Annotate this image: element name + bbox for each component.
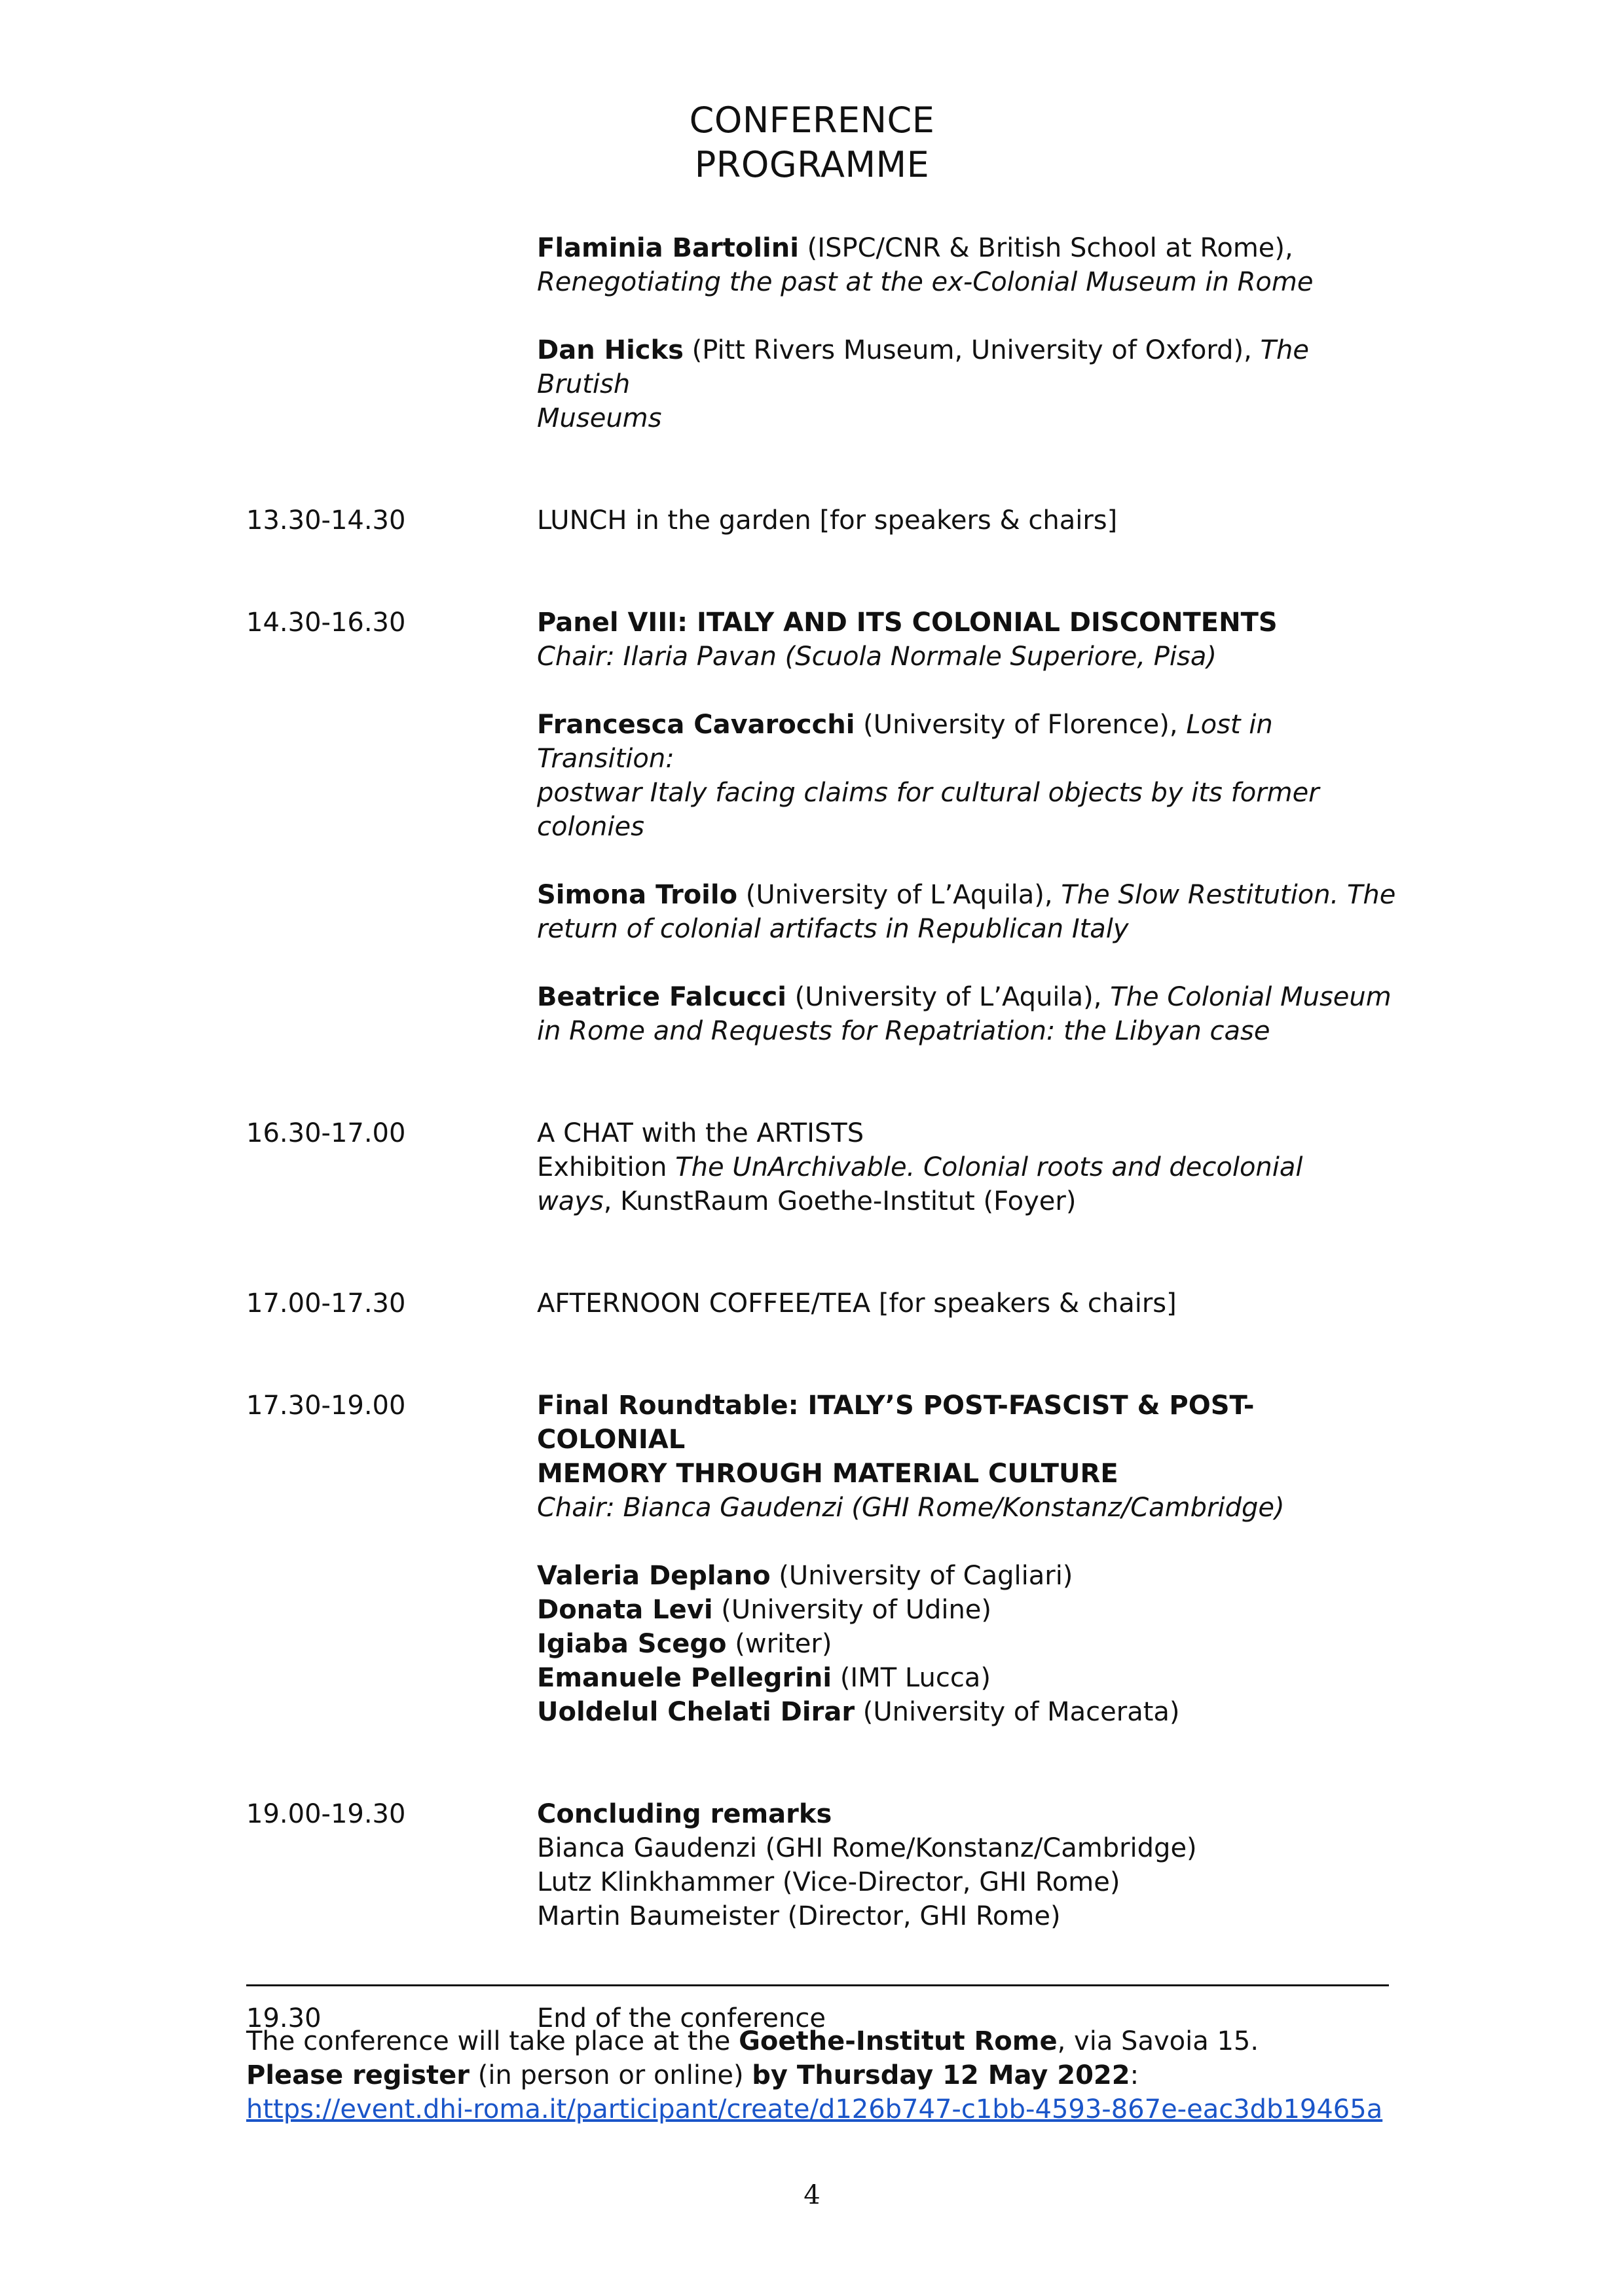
- time-cell: 17.00-17.30: [246, 1288, 406, 1319]
- content-cell: LUNCH in the garden [for speakers & chairs]: [537, 505, 1118, 536]
- speaker-affiliation: (Pitt Rivers Museum, University of Oxford),: [683, 335, 1261, 365]
- register-colon: :: [1130, 2060, 1139, 2090]
- remarks-speaker: Martin Baumeister (Director, GHI Rome): [537, 1901, 1061, 1931]
- exhibition-title: The UnArchivable. Colonial roots and decolonial: [675, 1152, 1303, 1182]
- panel-title: Panel VIII: ITALY AND ITS COLONIAL DISCONTENTS: [537, 608, 1278, 638]
- time-cell: 19.00-19.30: [246, 1799, 406, 1829]
- talk-title: Lost in Transition:: [537, 710, 1273, 774]
- schedule-row-lunch: [246, 503, 1425, 538]
- panel-chair: Chair: Ilaria Pavan (Scuola Normale Superiore, Pisa): [537, 642, 1217, 672]
- talk-title-cont: in Rome and Requests for Repatriation: the Libyan case: [537, 1016, 1270, 1046]
- exhibition-prefix: Exhibition: [537, 1152, 676, 1182]
- participant-name: Emanuele Pellegrini: [537, 1663, 832, 1693]
- speaker-name: Dan Hicks: [537, 335, 684, 365]
- register-deadline: by Thursday 12 May 2022: [752, 2060, 1130, 2090]
- talk-title-cont: Museums: [537, 403, 662, 433]
- registration-link[interactable]: https://event.dhi-roma.it/participant/create/d126b747-c1bb-4593-867e-eac3db19465a: [246, 2094, 1383, 2124]
- remarks-block: [537, 1797, 1401, 1933]
- title-line-1: CONFERENCE: [689, 100, 935, 141]
- speaker-name: Francesca Cavarocchi: [537, 710, 855, 740]
- time-cell: 14.30-16.30: [246, 608, 406, 638]
- talk-title: The Brutish: [537, 335, 1309, 399]
- time-cell-empty: [246, 231, 537, 435]
- participant-affiliation: (University of Udine): [712, 1595, 992, 1625]
- speaker-name: Flaminia Bartolini: [537, 233, 799, 263]
- schedule-row-remarks: [246, 1797, 1425, 1933]
- talk-title: The Slow Restitution. The: [1061, 880, 1396, 910]
- participant-affiliation: (writer): [726, 1629, 832, 1659]
- participant-name: Donata Levi: [537, 1595, 713, 1625]
- page-number: 4: [803, 2180, 821, 2210]
- speaker-affiliation: (University of L’Aquila),: [786, 982, 1111, 1012]
- talk: [537, 333, 1401, 435]
- schedule-row-chat: [246, 1116, 1425, 1218]
- time-cell: 19.30: [246, 2003, 322, 2033]
- talk-title-cont: return of colonial artifacts in Republican Italy: [537, 914, 1129, 944]
- content-cell: AFTERNOON COFFEE/TEA [for speakers & chairs]: [537, 1288, 1177, 1319]
- talk: [537, 231, 1401, 299]
- title-line-2: PROGRAMME: [694, 144, 930, 185]
- speaker-name: Simona Troilo: [537, 880, 738, 910]
- speaker-affiliation: (University of Florence),: [855, 710, 1187, 740]
- talk: [537, 708, 1401, 844]
- content-cell: [537, 1797, 1401, 1933]
- schedule-row-panel-8: [246, 606, 1425, 1048]
- venue-address: , via Savoia 15.: [1057, 2026, 1259, 2056]
- participant-affiliation: (University of Cagliari): [770, 1561, 1073, 1591]
- venue-name: Goethe-Institut Rome: [739, 2026, 1058, 2056]
- participant-name: Igiaba Scego: [537, 1629, 727, 1659]
- remarks-speaker: Lutz Klinkhammer (Vice-Director, GHI Rome): [537, 1867, 1120, 1897]
- register-mode: (in person or online): [470, 2060, 752, 2090]
- talk-title-cont: colonies: [537, 812, 644, 842]
- time-cell: 17.30-19.00: [246, 1391, 406, 1421]
- talk-title-cont: postwar Italy facing claims for cultural objects by its former: [537, 778, 1320, 808]
- page-title: [0, 98, 1624, 187]
- exhibition-venue: , KunstRaum Goethe-Institut (Foyer): [603, 1186, 1077, 1216]
- chat-description: [537, 1116, 1401, 1218]
- content-cell: [537, 231, 1401, 435]
- panel-heading: [537, 606, 1401, 674]
- content-cell: [537, 1389, 1401, 1729]
- speaker-name: Beatrice Falcucci: [537, 982, 786, 1012]
- register-line: [246, 2058, 1490, 2092]
- content-cell: [537, 1116, 1401, 1218]
- register-label: Please register: [246, 2060, 470, 2090]
- schedule: [246, 231, 1425, 2035]
- chat-title: A CHAT with the ARTISTS: [537, 1118, 864, 1148]
- footer-divider: [246, 1984, 1389, 1986]
- footer-notes: [246, 2024, 1490, 2126]
- venue-line: [246, 2024, 1490, 2058]
- venue-prefix: The conference will take place at the: [246, 2026, 739, 2056]
- talk: [537, 980, 1401, 1048]
- talk-title: Renegotiating the past at the ex-Colonial Museum in Rome: [537, 267, 1314, 297]
- roundtable-heading: [537, 1389, 1401, 1525]
- talk: [537, 878, 1401, 946]
- participant-list: [537, 1559, 1401, 1729]
- remarks-speaker: Bianca Gaudenzi (GHI Rome/Konstanz/Cambridge): [537, 1833, 1197, 1863]
- schedule-row-roundtable: [246, 1389, 1425, 1729]
- roundtable-title-cont: MEMORY THROUGH MATERIAL CULTURE: [537, 1459, 1118, 1489]
- content-cell: [537, 606, 1401, 1048]
- participant-affiliation: (University of Macerata): [855, 1697, 1180, 1727]
- speaker-affiliation: (University of L’Aquila),: [737, 880, 1061, 910]
- remarks-title: Concluding remarks: [537, 1799, 832, 1829]
- schedule-row-coffee: [246, 1286, 1425, 1321]
- participant-affiliation: (IMT Lucca): [832, 1663, 991, 1693]
- time-cell: 16.30-17.00: [246, 1118, 406, 1148]
- time-cell: 13.30-14.30: [246, 505, 406, 536]
- talk-title: The Colonial Museum: [1110, 982, 1392, 1012]
- content-cell: End of the conference: [537, 2003, 826, 2033]
- register-link-line: [246, 2092, 1490, 2126]
- speaker-affiliation: (ISPC/CNR & British School at Rome),: [798, 233, 1293, 263]
- roundtable-chair: Chair: Bianca Gaudenzi (GHI Rome/Konstanz/Cambridge): [537, 1493, 1285, 1523]
- participant-name: Uoldelul Chelati Dirar: [537, 1697, 855, 1727]
- participant-name: Valeria Deplano: [537, 1561, 771, 1591]
- exhibition-title-cont: ways: [537, 1186, 604, 1216]
- schedule-row-continued: [246, 231, 1425, 435]
- roundtable-title: Final Roundtable: ITALY’S POST-FASCIST & POST-COLONIAL: [537, 1391, 1255, 1455]
